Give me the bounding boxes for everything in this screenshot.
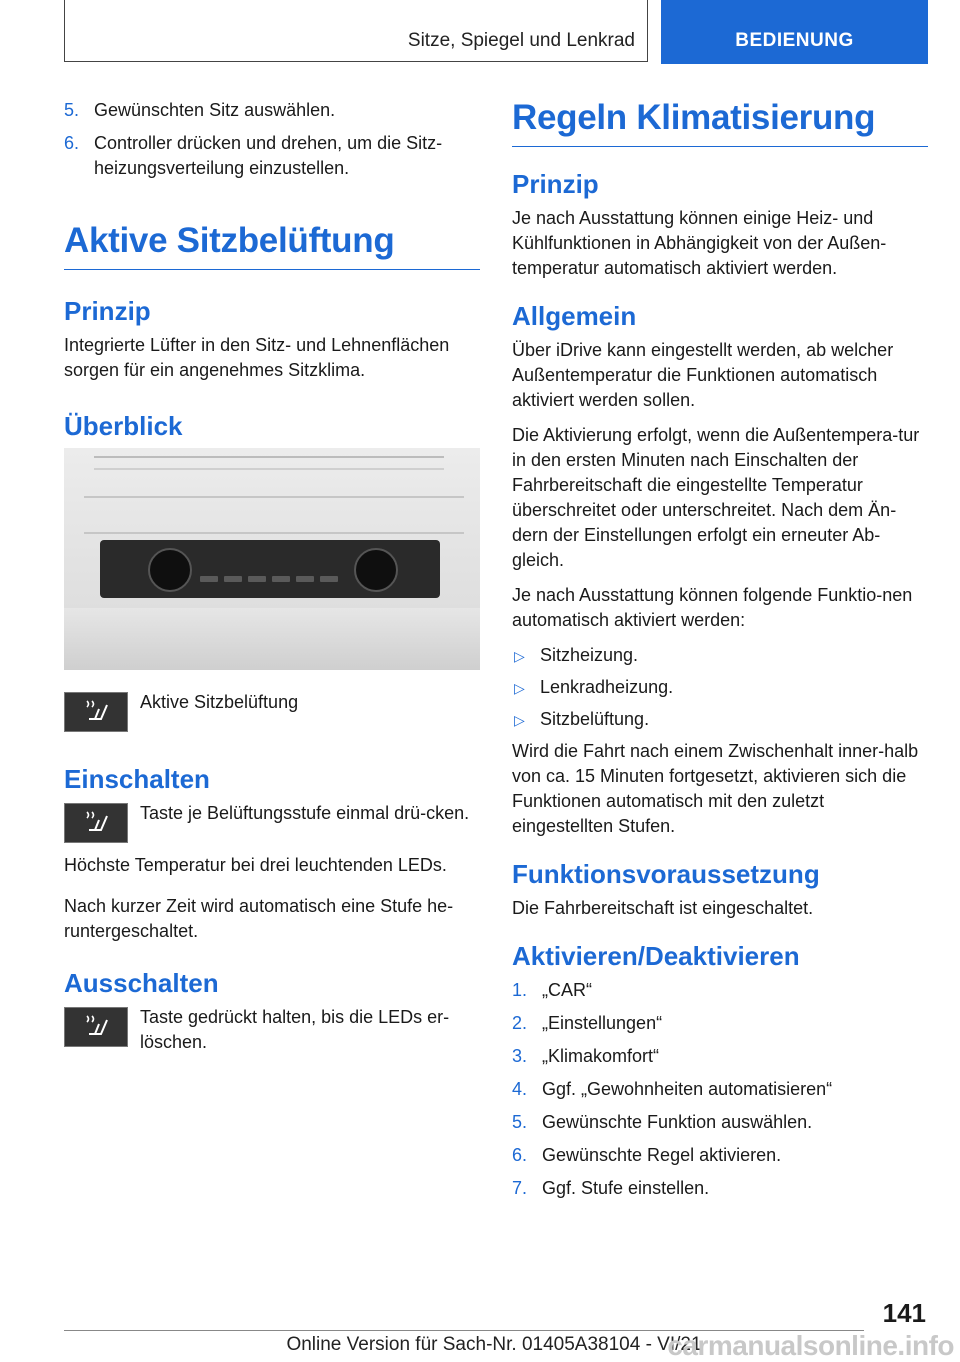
list-item	[512, 707, 928, 732]
step-text: Gewünschte Regel aktivieren.	[542, 1145, 782, 1165]
temperature-knob	[354, 548, 398, 592]
paragraph: Je nach Ausstattung können folgende Funktio-nen automatisch aktiviert werden:	[512, 585, 913, 630]
list-item	[512, 643, 928, 668]
list-item	[512, 978, 928, 1003]
list-item	[512, 1011, 928, 1036]
paragraph: Wird die Fahrt nach einem Zwischenhalt inner-halb von ca. 15 Minuten fortgesetzt, aktivieren sich die Funktionen automatisch mit den zuletzt eingestellten Stufen.	[512, 741, 919, 836]
paragraph: Die Fahrbereitschaft ist eingeschaltet.	[512, 898, 814, 918]
icon-legend	[64, 690, 480, 734]
climate-panel-photo	[64, 448, 480, 670]
step-number: 2.	[512, 1013, 528, 1033]
section-heading: Regeln Klimatisierung	[512, 98, 928, 147]
step-text: Ggf. „Gewohnheiten automatisieren“	[542, 1079, 833, 1099]
list-item	[64, 131, 480, 181]
right-column	[512, 98, 928, 1209]
left-column	[64, 98, 480, 1063]
triangle-bullet-icon: ▷	[514, 680, 525, 696]
air-vent	[94, 456, 444, 470]
subheading-ausschalten: Ausschalten	[64, 968, 219, 998]
panel-key	[296, 576, 314, 582]
list-item	[512, 1176, 928, 1201]
subheading-aktivieren: Aktivieren/Deaktivieren	[512, 941, 800, 971]
step-number: 3.	[512, 1046, 528, 1066]
paragraph: Integrierte Lüfter in den Sitz- und Lehnenflächen sorgen für ein angenehmes Sitzklima.	[64, 335, 450, 380]
step-number: 5.	[512, 1112, 528, 1132]
step-number: 7.	[512, 1178, 528, 1198]
step-text: „CAR“	[542, 980, 592, 1000]
paragraph: Je nach Ausstattung können einige Heiz- und Kühlfunktionen in Abhängigkeit von der Außen-temperatur automatisch aktiviert werden.	[512, 208, 887, 278]
step-text: „Einstellungen“	[542, 1013, 663, 1033]
panel-key	[272, 576, 290, 582]
list-item	[512, 1143, 928, 1168]
triangle-bullet-icon: ▷	[514, 648, 525, 664]
instruction-text: Taste gedrückt halten, bis die LEDs er-löschen.	[140, 1007, 450, 1052]
step-text: Gewünschten Sitz auswählen.	[94, 100, 336, 120]
subheading-allgemein: Allgemein	[512, 301, 637, 331]
list-item	[64, 98, 480, 123]
icon-instruction	[64, 801, 480, 845]
subheading-einschalten: Einschalten	[64, 764, 210, 794]
step-text: „Klimakomfort“	[542, 1046, 660, 1066]
watermark: carmanualsonline.info	[667, 1330, 954, 1361]
subheading-funktionsvoraussetzung: Funktionsvoraussetzung	[512, 859, 820, 889]
icon-caption: Aktive Sitzbelüftung	[140, 692, 299, 712]
panel-key	[320, 576, 338, 582]
panel-key	[224, 576, 242, 582]
paragraph: Die Aktivierung erfolgt, wenn die Außentempera-tur in den ersten Minuten nach Einschalten der Fahrbereitschaft die eingestellte Temperatur überschreitet oder unterschreitet. Nach dem Än-dern der Einstellungen erfolgt ein erneuter Ab-gleich.	[512, 425, 920, 570]
list-item	[512, 675, 928, 700]
page-number: 141	[882, 1298, 926, 1328]
step-text: Gewünschte Funktion auswählen.	[542, 1112, 813, 1132]
subheading-ueberblick: Überblick	[64, 411, 183, 441]
section-tab-label: BEDIENUNG	[735, 30, 854, 51]
seat-ventilation-icon	[64, 803, 128, 843]
paragraph: Höchste Temperatur bei drei leuchtenden LEDs.	[64, 855, 447, 875]
paragraph: Über iDrive kann eingestellt werden, ab welcher Außentemperatur die Funktionen automatisch aktiviert werden sollen.	[512, 340, 894, 410]
step-number: 1.	[512, 980, 528, 1000]
list-item	[512, 1044, 928, 1069]
panel-key	[248, 576, 266, 582]
list-item	[512, 1077, 928, 1102]
instruction-text: Taste je Belüftungsstufe einmal drü-cken.	[140, 803, 470, 823]
seat-ventilation-icon	[64, 692, 128, 732]
icon-instruction	[64, 1005, 480, 1055]
chapter-title: Sitze, Spiegel und Lenkrad	[407, 30, 635, 51]
seat-ventilation-icon	[64, 1007, 128, 1047]
temperature-knob	[148, 548, 192, 592]
list-item	[512, 1110, 928, 1135]
triangle-bullet-icon: ▷	[514, 712, 525, 728]
subheading-prinzip: Prinzip	[512, 169, 599, 199]
bullet-text: Lenkradheizung.	[540, 677, 674, 697]
step-number: 5.	[64, 100, 80, 120]
section-heading: Aktive Sitzbelüftung	[64, 221, 480, 270]
panel-key	[200, 576, 218, 582]
step-text: Controller drücken und drehen, um die Sitz-heizungsverteilung einzustellen.	[94, 133, 443, 178]
header-title-box	[64, 0, 648, 62]
center-console	[64, 608, 480, 670]
subheading-prinzip: Prinzip	[64, 296, 151, 326]
step-number: 6.	[512, 1145, 528, 1165]
section-tab[interactable]	[661, 0, 928, 64]
bullet-text: Sitzbelüftung.	[540, 709, 650, 729]
step-text: Ggf. Stufe einstellen.	[542, 1178, 710, 1198]
step-number: 6.	[64, 133, 80, 153]
step-number: 4.	[512, 1079, 528, 1099]
paragraph: Nach kurzer Zeit wird automatisch eine Stufe he-runtergeschaltet.	[64, 896, 454, 941]
bullet-text: Sitzheizung.	[540, 645, 639, 665]
page-header	[64, 0, 928, 64]
air-vent	[84, 496, 464, 534]
footer-text: Online Version für Sach-Nr. 01405A38104 - VI/21	[286, 1334, 702, 1355]
